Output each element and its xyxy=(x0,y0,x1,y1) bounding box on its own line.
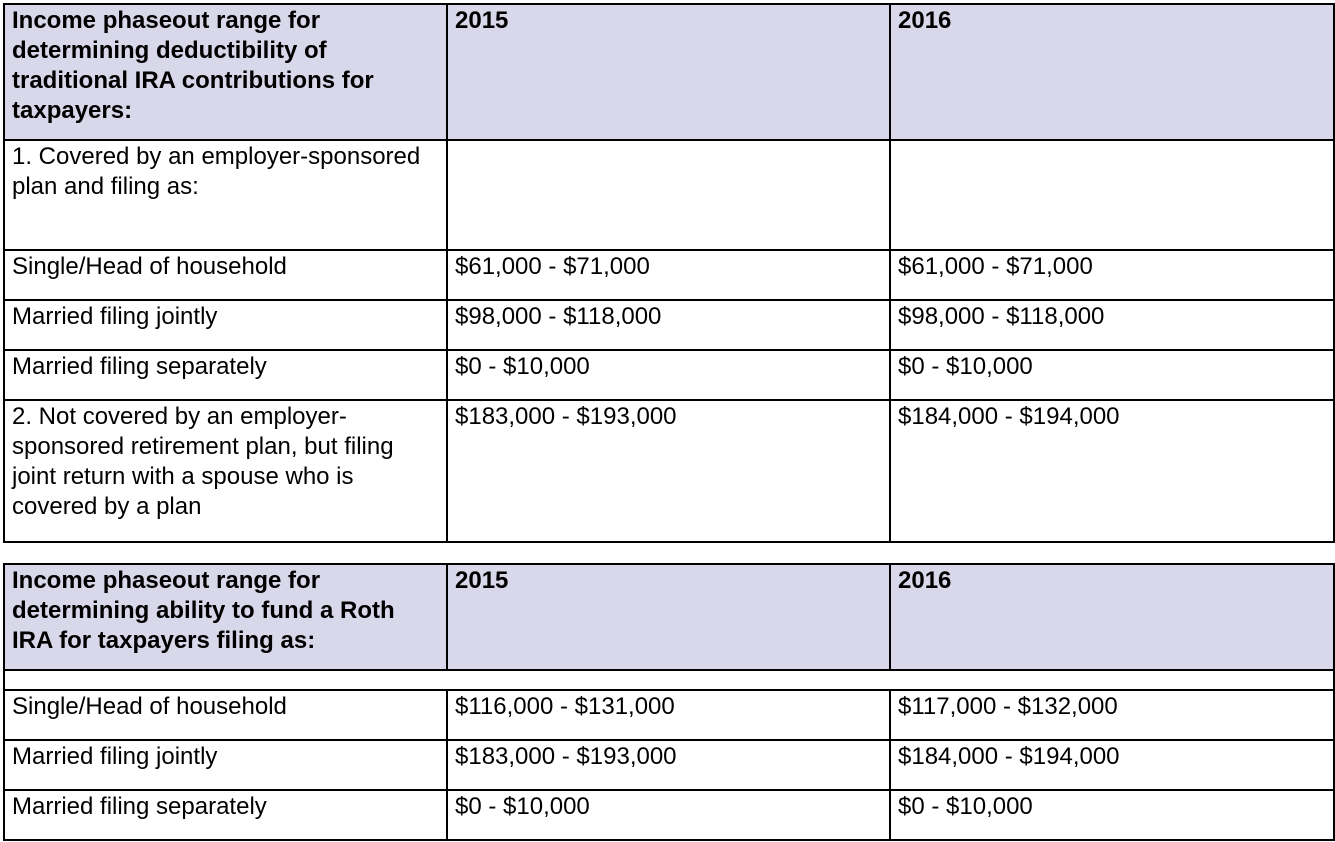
ira-deductibility-table xyxy=(3,3,1335,543)
cell-2016: $98,000 - $118,000 xyxy=(890,300,1334,350)
row-label: Single/Head of household xyxy=(4,250,447,300)
table-row xyxy=(4,250,1334,300)
cell-2015: $183,000 - $193,000 xyxy=(447,400,890,542)
cell-2016: $61,000 - $71,000 xyxy=(890,250,1334,300)
cell-2016: $0 - $10,000 xyxy=(890,790,1334,840)
row-label: Single/Head of household xyxy=(4,690,447,740)
row-label: Married filing jointly xyxy=(4,300,447,350)
cell-2015: $61,000 - $71,000 xyxy=(447,250,890,300)
header-year-2016: 2016 xyxy=(890,4,1334,140)
row-label: 2. Not covered by an employer-sponsored retirement plan, but filing joint return with a spouse who is covered by a plan xyxy=(4,400,447,542)
cell-2015: $116,000 - $131,000 xyxy=(447,690,890,740)
table-row xyxy=(4,740,1334,790)
table-row xyxy=(4,690,1334,740)
row-label: Married filing jointly xyxy=(4,740,447,790)
row-label: Married filing separately xyxy=(4,350,447,400)
cell-2015: $98,000 - $118,000 xyxy=(447,300,890,350)
cell-2016: $117,000 - $132,000 xyxy=(890,690,1334,740)
table-row xyxy=(4,400,1334,542)
table-header-row xyxy=(4,4,1334,140)
header-year-2015: 2015 xyxy=(447,4,890,140)
cell-2015: $0 - $10,000 xyxy=(447,350,890,400)
roth-ira-table xyxy=(3,563,1335,841)
cell-2016 xyxy=(890,140,1334,250)
spacer-row xyxy=(4,670,1334,690)
cell-2015: $0 - $10,000 xyxy=(447,790,890,840)
cell-2015: $183,000 - $193,000 xyxy=(447,740,890,790)
table-row xyxy=(4,350,1334,400)
table-header-row xyxy=(4,564,1334,670)
table-row xyxy=(4,790,1334,840)
cell-2016: $184,000 - $194,000 xyxy=(890,400,1334,542)
header-year-2015: 2015 xyxy=(447,564,890,670)
row-label: Married filing separately xyxy=(4,790,447,840)
spacer-cell xyxy=(4,670,1334,690)
header-label: Income phaseout range for determining ability to fund a Roth IRA for taxpayers filing as: xyxy=(4,564,447,670)
cell-2016: $184,000 - $194,000 xyxy=(890,740,1334,790)
table-row xyxy=(4,300,1334,350)
header-year-2016: 2016 xyxy=(890,564,1334,670)
row-label: 1. Covered by an employer-sponsored plan and filing as: xyxy=(4,140,447,250)
header-label: Income phaseout range for determining deductibility of traditional IRA contributions for taxpayers: xyxy=(4,4,447,140)
cell-2016: $0 - $10,000 xyxy=(890,350,1334,400)
cell-2015 xyxy=(447,140,890,250)
table-row xyxy=(4,140,1334,250)
